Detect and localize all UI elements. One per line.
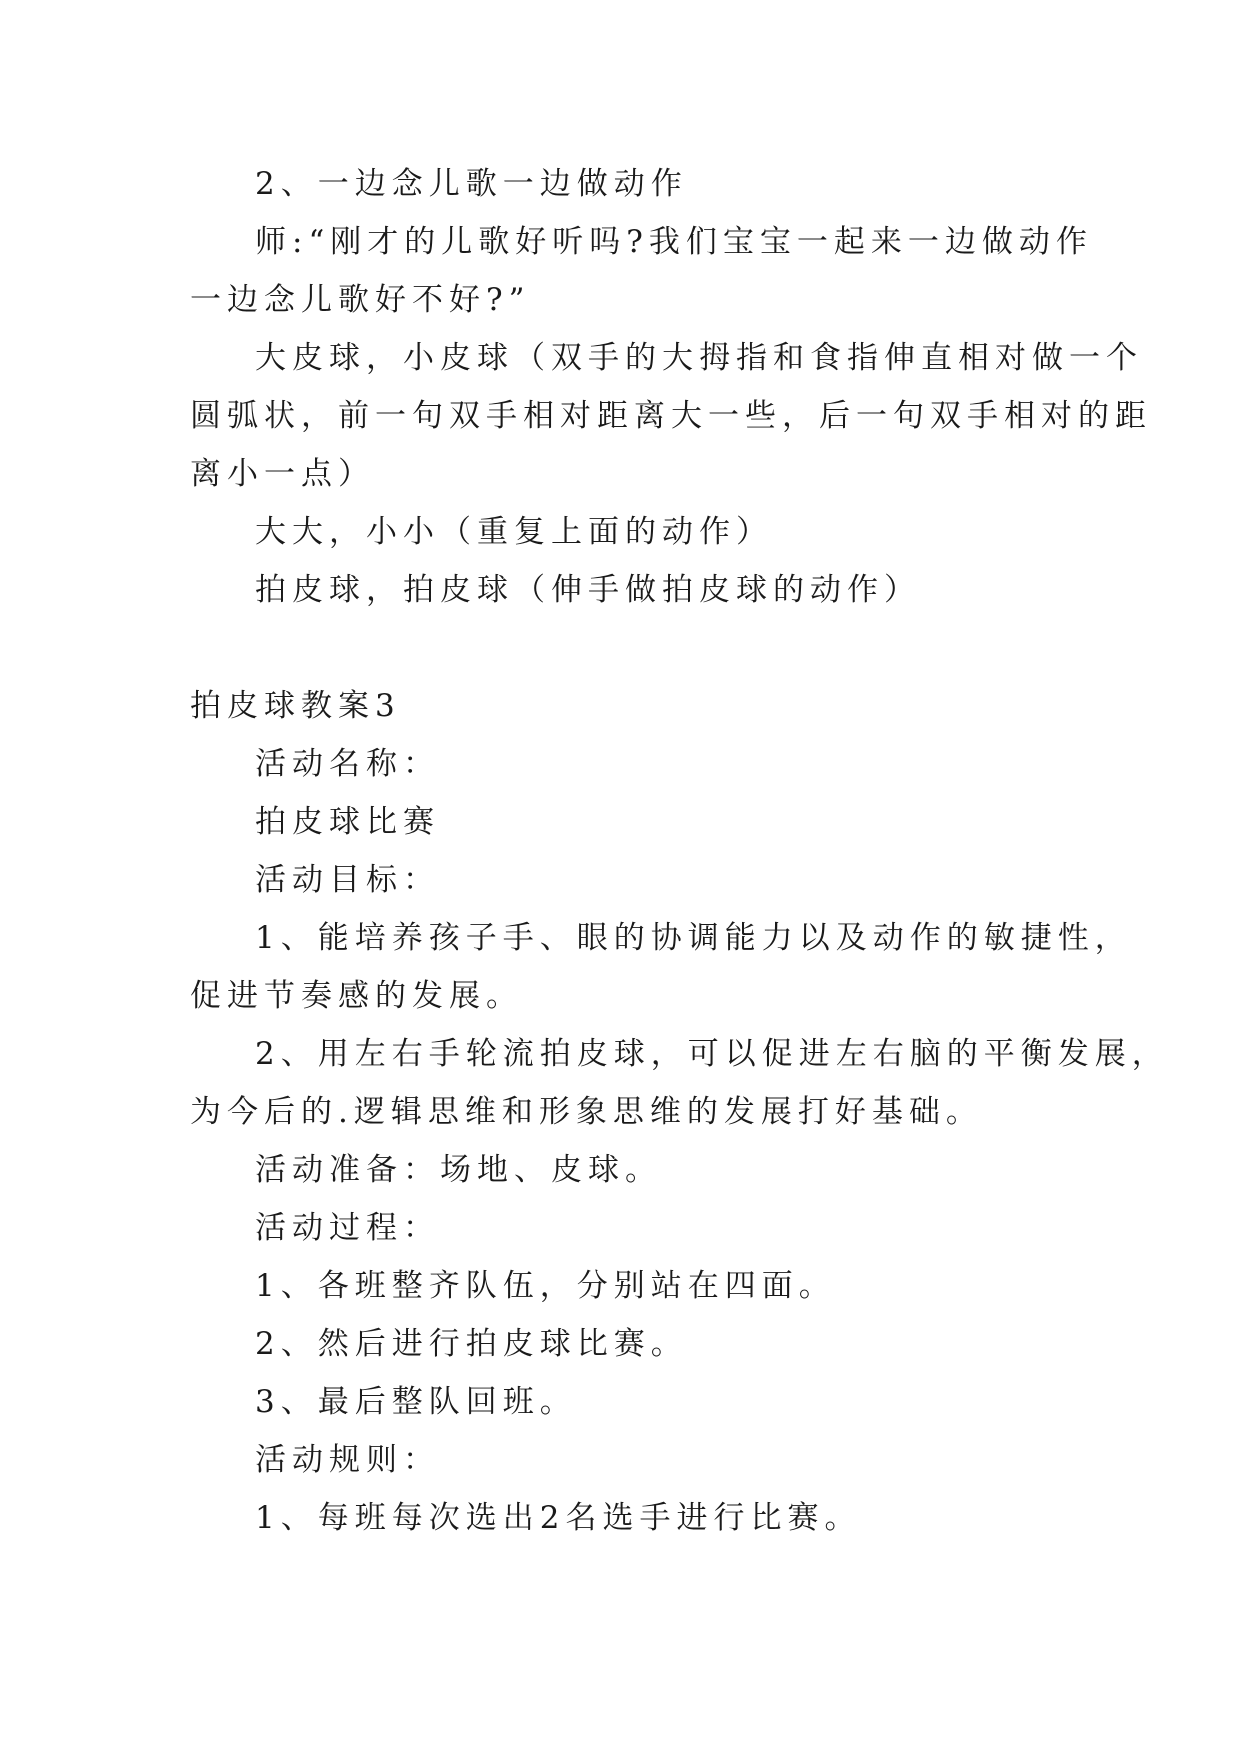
paragraph-line: 大大，小小（重复上面的动作） bbox=[255, 514, 773, 550]
paragraph-line: 1、能培养孩子手、眼的协调能力以及动作的敏捷性， bbox=[255, 920, 1132, 956]
paragraph-line: 活动准备：场地、皮球。 bbox=[255, 1152, 662, 1188]
paragraph-line: 2、用左右手轮流拍皮球，可以促进左右脑的平衡发展， bbox=[255, 1036, 1169, 1072]
paragraph-line: 活动名称： bbox=[255, 746, 440, 782]
paragraph-line: 3、最后整队回班。 bbox=[255, 1384, 577, 1420]
paragraph-line: 活动目标： bbox=[255, 862, 440, 898]
paragraph-line: 2、然后进行拍皮球比赛。 bbox=[255, 1326, 688, 1362]
paragraph-line: 拍皮球，拍皮球（伸手做拍皮球的动作） bbox=[255, 572, 921, 608]
paragraph-line: 1、每班每次选出2名选手进行比赛。 bbox=[255, 1500, 862, 1536]
paragraph-line: 2、一边念儿歌一边做动作 bbox=[255, 166, 688, 202]
paragraph-line: 活动过程： bbox=[255, 1210, 440, 1246]
paragraph-line: 圆弧状，前一句双手相对距离大一些，后一句双手相对的距 bbox=[190, 398, 1152, 434]
paragraph-line: 一边念儿歌好不好?” bbox=[190, 282, 531, 318]
section-title: 拍皮球教案3 bbox=[190, 688, 401, 724]
paragraph-line: 为今后的.逻辑思维和形象思维的发展打好基础。 bbox=[190, 1094, 983, 1130]
paragraph-line: 活动规则： bbox=[255, 1442, 440, 1478]
paragraph-line: 促进节奏感的发展。 bbox=[190, 978, 523, 1014]
paragraph-line: 大皮球，小皮球（双手的大拇指和食指伸直相对做一个 bbox=[255, 340, 1143, 376]
paragraph-line: 离小一点） bbox=[190, 456, 375, 492]
paragraph-line: 拍皮球比赛 bbox=[255, 804, 440, 840]
paragraph-line: 师:“刚才的儿歌好听吗?我们宝宝一起来一边做动作 bbox=[255, 224, 1093, 260]
paragraph-line: 1、各班整齐队伍，分别站在四面。 bbox=[255, 1268, 836, 1304]
